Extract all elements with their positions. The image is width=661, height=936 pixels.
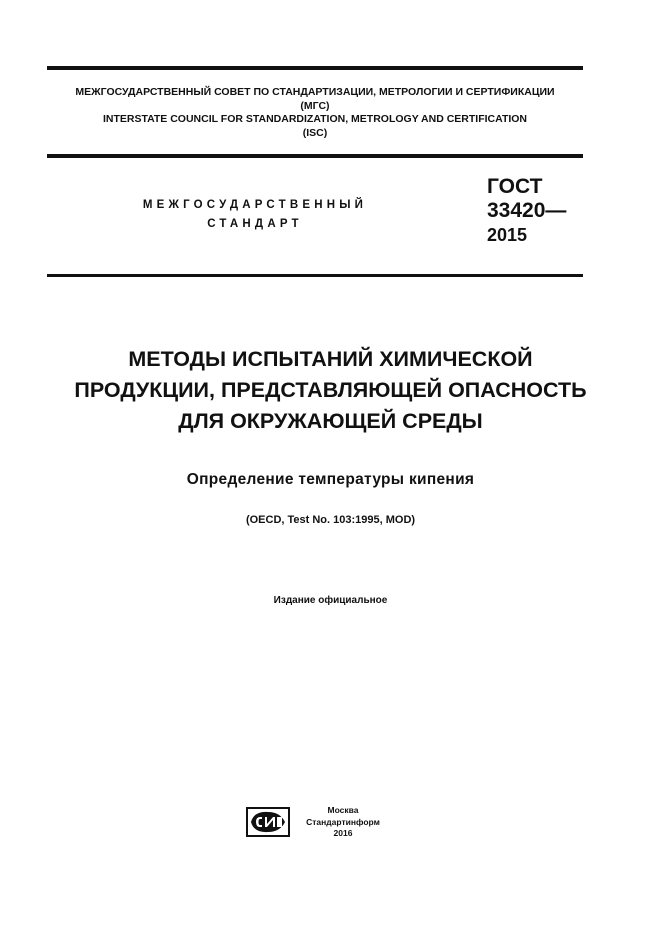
publisher-year: 2016 bbox=[333, 828, 353, 838]
council-header bbox=[47, 86, 583, 140]
title-line-3: ДЛЯ ОКРУЖАЮЩЕЙ СРЕДЫ bbox=[178, 409, 483, 433]
standard-type-line1: МЕЖГОСУДАРСТВЕННЫЙ bbox=[142, 199, 368, 211]
edition-label: Издание официальное bbox=[273, 595, 388, 606]
document-title bbox=[20, 344, 641, 437]
council-abbr-ru: (МГС) bbox=[300, 99, 330, 112]
council-name-ru: МЕЖГОСУДАРСТВЕННЫЙ СОВЕТ ПО СТАНДАРТИЗАЦИИ, МЕТРОЛОГИИ И СЕРТИФИКАЦИИ bbox=[75, 86, 555, 98]
publisher-name: Стандартинформ bbox=[306, 816, 380, 827]
publisher-city: Москва bbox=[327, 805, 359, 815]
council-abbr-en: (ISC) bbox=[302, 126, 328, 139]
standard-designation bbox=[487, 175, 566, 247]
standard-type-line2: СТАНДАРТ bbox=[207, 218, 303, 230]
bottom-divider bbox=[47, 274, 583, 277]
oecd-reference: (OECD, Test No. 103:1995, MOD) bbox=[245, 514, 416, 526]
title-line-1: МЕТОДЫ ИСПЫТАНИЙ ХИМИЧЕСКОЙ bbox=[128, 347, 533, 371]
top-divider bbox=[47, 66, 583, 70]
standartinform-logo-icon bbox=[246, 807, 290, 837]
designation-year: 2015 bbox=[487, 225, 528, 245]
middle-divider bbox=[47, 154, 583, 158]
designation-number: 33420— bbox=[487, 199, 567, 222]
standard-type bbox=[120, 196, 390, 234]
publisher-block bbox=[298, 805, 388, 840]
council-name-en: INTERSTATE COUNCIL FOR STANDARDIZATION, METROLOGY AND CERTIFICATION bbox=[102, 113, 528, 125]
document-subtitle: Определение температуры кипения bbox=[186, 471, 475, 488]
designation-prefix: ГОСТ bbox=[487, 175, 543, 198]
title-line-2: ПРОДУКЦИИ, ПРЕДСТАВЛЯЮЩЕЙ ОПАСНОСТЬ bbox=[74, 378, 587, 402]
